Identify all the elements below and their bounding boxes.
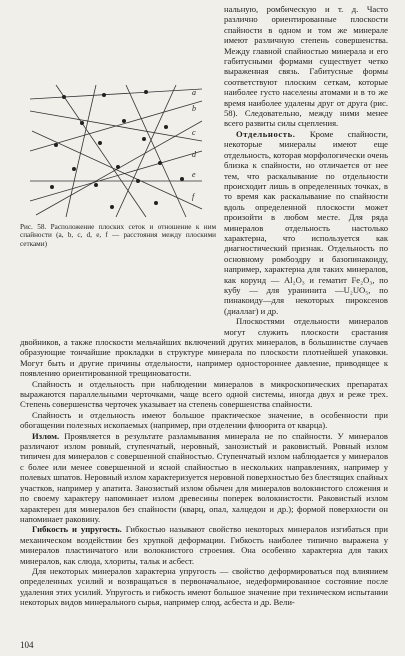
lattice-line [116,85,176,217]
figure-58 [20,81,216,331]
lattice-line [30,151,202,201]
paragraph: Спайность и отдельность при наблюдении минералов в микроскопических препаратах выражаются параллельными черточками, чаще всего одной системы, иногда двух и реже трех. Степень совершенства черточек указывает на степень совершенства спайности. [20,378,388,410]
label-d: d [192,150,196,159]
paragraph-heading: Излом. [32,430,60,441]
label-c: c [192,128,196,137]
label-f: f [192,192,195,201]
label-e: e [192,170,196,179]
lattice-line [56,85,146,217]
paragraph-heading: Гибкость и упругость. [32,524,122,535]
paragraph: Для некоторых минералов характерна упругость — свойство деформироваться под влиянием определенных усилий и возвращаться в первоначальное, недеформированное состояние после удаления этих усилий. Упругость и гибкость имеют большое значение при техническом испытании некоторых видов минерального сырья, например слюд, асбеста и др. Вели- [20,565,388,608]
figure-caption: Рис. 58. Расположение плоских сеток и отношение к ним спайности (a, b, c, d, e, f — расстояния между плоскими сетками) [20,223,216,248]
paragraph: Излом. Проявляется в результате разламывания минерала не по спайности. У минералов различают излом ровный, ступенчатый, неровный, занозистый и раковистый. Ровный излом типичен для минералов с совершенной спайностью. Ступенчатый излом наблюдается у минералов с более или менее совершенной и ясной спайностью в нескольких направлениях, например у полевых шпатов. Неровный излом характеризуется неровной поверхностью без блестящих спайных участков, например у апатита. Занозистый излом обычен для минералов волокнистого сложения и по своему характеру напоминает излом древесины поперек волокнистости. Раковистый излом характерен для минералов без спайности (кварц, опал, халцедон и др.); формой поверхности он напоминает раковину. [20,430,388,524]
lattice-line [30,89,202,99]
label-b: b [192,104,196,113]
text-column [20,4,388,608]
lattice-line [66,85,96,217]
paragraph-heading: Отдельность. [236,128,296,139]
paragraph: Гибкость и упругость. Гибкостью называют свойство некоторых минералов изгибаться при механическом воздействии без хрупкой деформации. Гибкость наиболее типично выражена у минералов пластинчатого или волокнистого строения. Она особенно характерна для таких минералов, как слюда, хлориты, тальк и асбест. [20,524,389,566]
paragraph: Спайность и отдельность имеют большое практическое значение, в особенности при обогащении полезных ископаемых (например, при отделении флюорита от кварца). [20,409,388,431]
label-a: a [192,88,196,97]
paragraph: Отдельность. Кроме спайности, некоторые минералы имеют еще отдельность, которая морфологически очень близка к спайности, но отличается от нее тем, что раскалывание по отдельности происходит лишь в определенных точках, в то время как раскалывание по спайности вдоль определенной плоскости может произойти в любом месте. Для ряда минералов отдельность настолько характерна, что используется как диагностический признак. Отдельность по основному ромбоэдру и базопинакоиду, например, характерна для таких минералов, как корунд — Al₂O₃ и гематит Fe₂O₃, по кубу — для уранинита —U₂UO₅, по пинакоиду—для некоторых пироксенов (диаллаг) и др. [224,128,388,316]
lattice-line [32,131,202,209]
lattice-diagram [26,81,206,221]
paragraph: нальную, ромбическую и т. д. Часто различно ориентированные плоскости спайности в одном и том же минерале имеют различную степень совершенства. Между главной спайностью минерала и его габитусными формами существует четко выраженная связь. Габитусные формы соответствуют плоским сеткам, которые наиболее густо населены атомами и в то же время наиболее удалены друг от друга (рис. 58). Следовательно, между ними менее всего развиты силы сцепления. [224,4,388,129]
paragraph: Плоскостями отдельности минералов могут служить плоскости срастания двойников, а также плоскости мельчайших включений других минералов, в большинстве случаев образующие тончайшие прокладки в структуре минерала по плоскости плотнейшей упаковки. Могут быть и другие причины отдельности, например одностороннее давление, приводящее к появлению ориентированной трещиноватости. [20,316,388,379]
page-number: 104 [20,640,34,650]
